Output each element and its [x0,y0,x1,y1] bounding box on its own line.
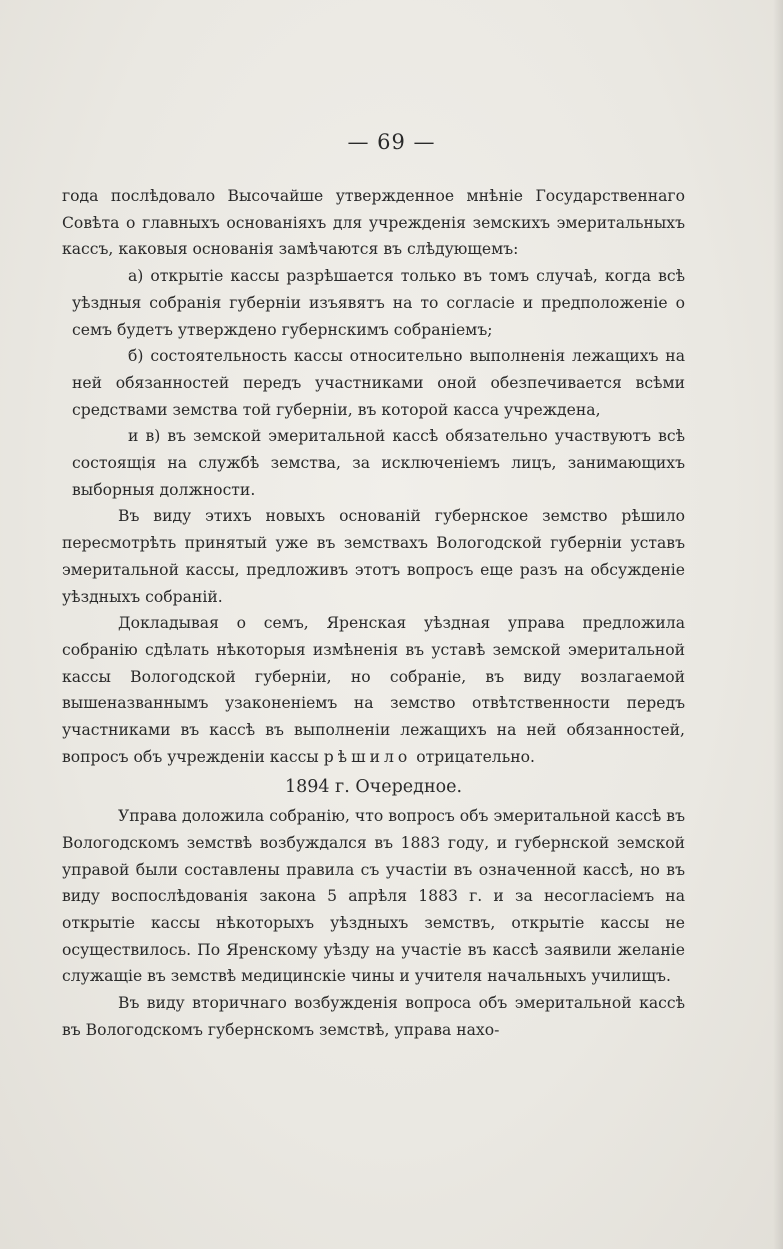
paragraph-2: Въ виду этихъ новыхъ основаній губернское земство рѣшило пересмотрѣть принятый уже въ земствахъ Вологодской губерніи уставъ эмеритальной кассы, предложивъ этотъ вопросъ еще разъ на обсужденіе уѣздныхъ собраній. [62,507,685,606]
paragraph-1: года послѣдовало Высочайше утвержденное мнѣніе Государственнаго Совѣта о главныхъ основаніяхъ для учрежденія земскихъ эмеритальныхъ кассъ, каковыя основанія замѣчаются въ слѣдующемъ: [62,187,685,259]
paragraph-3-emphasis: рѣшило [323,747,412,766]
body-text [62,183,685,1044]
page-edge-shadow [773,0,783,1249]
paragraph-item-b: б) состоятельность кассы относительно выполненія лежащихъ на ней обязанностей передъ участниками оной обезпечивается всѣми средствами земства той губерніи, въ которой касса учреждена, [72,347,685,419]
paragraph-item-a: а) открытіе кассы разрѣшается только въ томъ случаѣ, когда всѣ уѣздныя собранія губерніи изъявятъ на то согласіе и предположеніе о семъ будетъ утверждено губернскимъ собраніемъ; [72,267,685,339]
section-heading: 1894 г. Очередное. [284,777,463,798]
paragraph-4: Управа доложила собранію, что вопросъ объ эмеритальной кассѣ въ Вологодскомъ земствѣ возбуждался въ 1883 году, и губернской земской управой были составлены правила съ участіи въ означенной кассѣ, но въ виду воспослѣдованія закона 5 апрѣля 1883 г. и за несогласіемъ на открытіе кассы нѣкоторыхъ уѣздныхъ земствъ, открытіе кассы не осуществилось. По Яренскому уѣзду на участіе въ кассѣ заявили желаніе служащіе въ земствѣ медицинскіе чины и учителя начальныхъ училищъ. [62,807,685,986]
paragraph-item-c: и в) въ земской эмеритальной кассѣ обязательно участвуютъ всѣ состоящія на службѣ земства, за исключеніемъ лицъ, занимающихъ выборныя должности. [72,427,685,499]
page-number: — 69 — [347,130,436,154]
paragraph-5: Въ виду вторичнаго возбужденія вопроса объ эмеритальной кассѣ въ Вологодскомъ губернскомъ земствѣ, управа нахо- [62,994,685,1039]
paragraph-3-end: отрицательно. [416,747,535,766]
paragraph-3-main: Докладывая о семъ, Яренская уѣздная управа предложила собранію сдѣлать нѣкоторыя измѣненія въ уставѣ земской эмеритальной кассы Вологодской губерніи, но собраніе, въ виду возлагаемой вышеназваннымъ узаконеніемъ на земство отвѣтственности передъ участниками въ кассѣ въ выполненіи лежащихъ на ней обязанностей, вопросъ объ учрежденіи кассы [62,614,685,766]
paragraph-3 [62,610,685,770]
